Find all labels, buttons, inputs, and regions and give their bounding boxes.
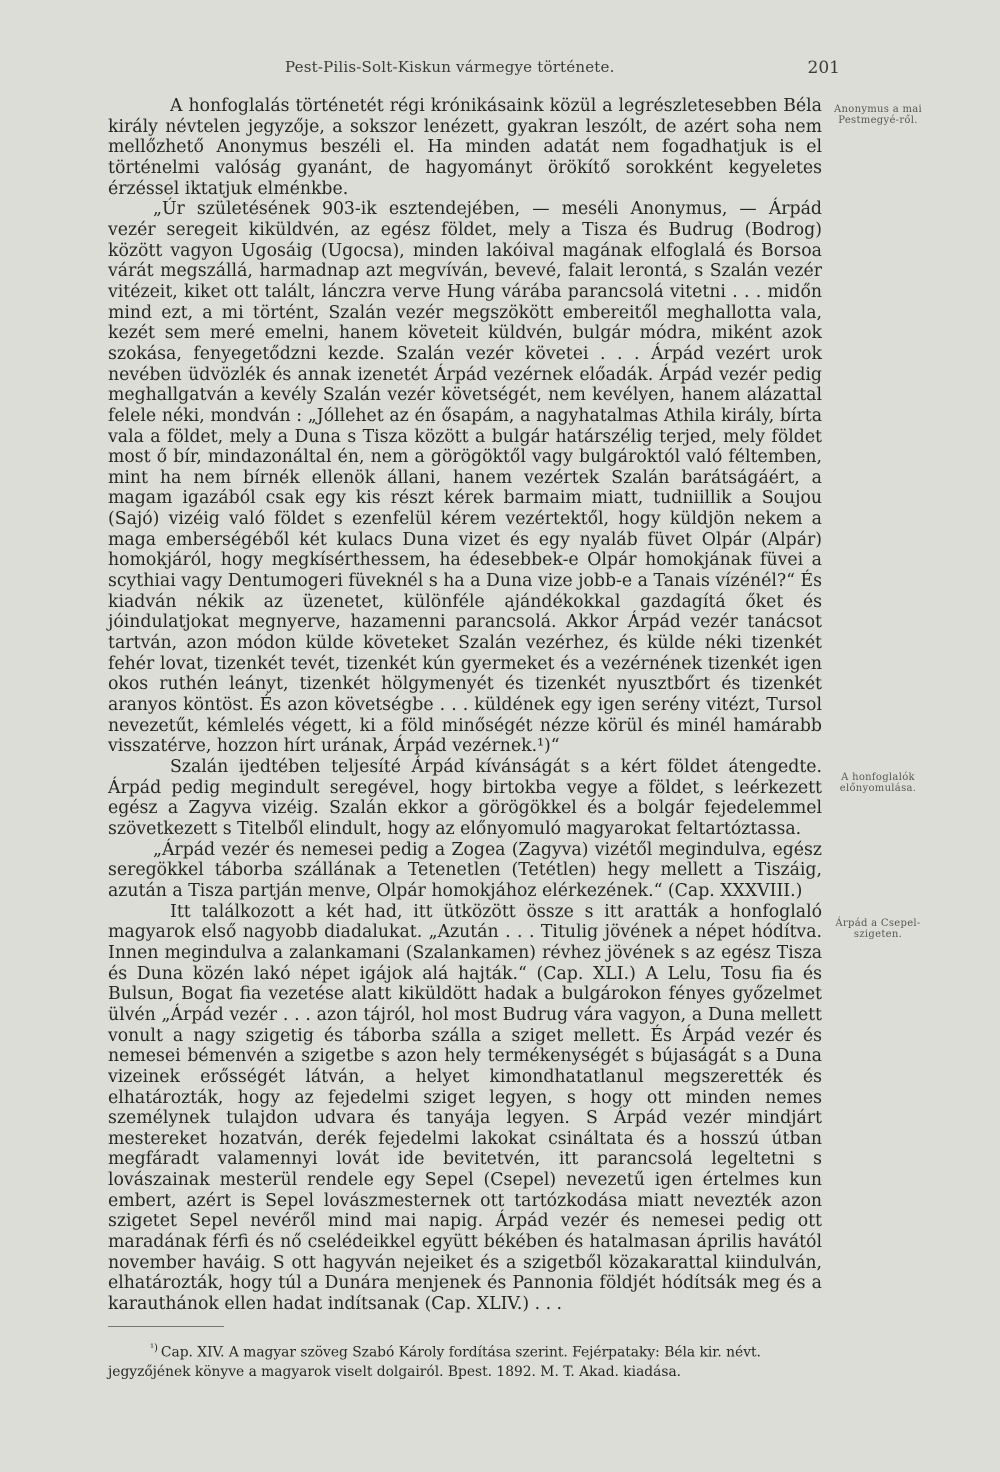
footnote-area: [108, 1326, 822, 1382]
main-text: [108, 96, 822, 1315]
paragraph-battle: Itt találkozott a két had, itt ütközött össze s itt aratták a honfoglaló magyarok első nagyobb diadalukat. „Azután . . . Titulig jövének a népet hódítva. Innen megindulva a zalankamani (Szalankamen) révhez jövének s az egész Tisza és Duna közén lakó népet igájok alá hajták.“ (Cap. XLI.) A Lelu, Tosu fia és Bulsun, Bogat fia vezetése alatt kiküldött hadak a bulgárokon fényes győzelmet ülvén „Árpád vezér . . . azon tájról, hol most Budrug vára vagyon, a Duna mellett vonult a nagy szigetig és táborba szálla a sziget mellett. És Árpád vezér és nemesei bémenvén a szigetbe s azon hely termékenységét s bújaságát s a Duna vizeinek erősségét látván, a helyet kimondhatatlanul megszerették és elhatározták, hogy az fejedelmi sziget legyen, s hogy ott minden nemes személynek tulajdon udvara és tanyája legyen. S Árpád vezér mindjárt mestereket hozatván, derék fejedelmi lakokat csináltata és a hosszú útban megfáradt valamennyi lovát ide bevitetvén, itt parancsolá legeltetni s lovászainak mesterül rendele egy Sepel (Csepel) nevezetű igen értelmes kun embert, azért is Sepel lovászmesternek ott tartózkodása miatt nevezték azon szigetet Sepel nevéről mind mai napig. Árpád vezér és nemesei pedig ott maradának férfi és nő cselédeikkel együtt békében és hatalmasan április havától november haváig. S ott hagyván nejeiket és a szigetből közakarattal kiindulván, elhatározták, hogy túl a Dunára menjenek és Pannonia földjét hódítsák meg és a karauthánok ellen hadat indítsanak (Cap. XLIV.) . . .: [108, 901, 822, 1315]
margin-note-anonymus: Anonymus a mai Pestmegyé-ről.: [834, 104, 922, 126]
page-number: 201: [807, 58, 840, 78]
footnote-divider: [108, 1326, 224, 1327]
footnote-marker: ¹): [150, 1343, 158, 1354]
paragraph-anonymus-quote: „Úr születésének 903-ik esztendejében, — meséli Anonymus, — Árpád vezér seregeit kiküldvén, az egész földet, mely a Tisza és Budrug (Bodrog) között vagyon Ugosáig (Ugocsa), minden lakóival magának elfoglalá és Borsoa várát megszállá, harmadnap azt megvíván, bevevé, falait lerontá, s Szalán vezér vitézeit, kiket ott talált, lánczra verve Hung várába parancsolá vitetni . . . midőn mind ezt, a mi történt, Szalán vezér megszökött embereitől meghallotta vala, kezét sem meré emelni, hanem követeit küldvén, bulgár módra, miként azok szokása, fenyegetődzni kezde. Szalán vezér követei . . . Árpád vezért urok nevében üdvözlék és annak izenetét Árpád vezérnek előadák. Árpád vezér pedig meghallgatván a kevély Szalán vezér követségét, nem kevélyen, hanem alázattal felele néki, mondván : „Jóllehet az én ősapám, a nagyhatalmas Athila király, bírta vala a földet, mely a Duna s Tisza között a bulgár határszélig terjed, mely földet most ő bír, mindazonáltal én, nem a görögöktől vagy bulgároktól való féltemben, mint ha nem bírnék ellenök állani, hanem vezértek Szalán barátságáért, a magam igazából csak egy kis részt kérek barmaim miatt, tudniillik a Soujou (Sajó) vizéig való földet s ezenfelül kérem vezértektől, hogy küldjön nekem a maga emberségéből két kulacs Duna vizet és egy nyaláb füvet Olpár (Alpár) homokjáról, hogy megkísérthessem, ha édesebbek-e Olpár homokjának füvei a scythiai vagy Dentumogeri füveknél s ha a Duna vize jobb-e a Tanais vízénél?“ És kiadván nékik az üzenetet, különféle ajándékokkal gazdagítá őket és jóindulatjokat megnyerve, hazamenni parancsolá. Akkor Árpád vezér tanácsot tartván, azon módon külde követeket Szalán vezérhez, és külde néki tizenkét fehér lovat, tizenkét tevét, tizenkét kún gyermeket és a vezérnének tizenkét igen okos ruthén leányt, tizenkét hölgymenyét és tizenkét nyusztbőrt és tizenkét aranyos köntöst. És azon követségbe . . . küldének egy igen serény vitézt, Tursol nevezetűt, kémlelés végett, ki a föld minőségét nézze körül és minél hamárabb visszatérve, hozzon hírt urának, Árpád vezérnek.¹)“: [108, 199, 822, 757]
footnote-1: [108, 1339, 822, 1382]
paragraph-zagyva-quote: „Árpád vezér és nemesei pedig a Zogea (Zagyva) vizétől megindulva, egész seregökkel táborba szállának a Tetenetlen (Tetétlen) hegy mellett a Tiszáig, azután a Tisza partján menve, Olpár homokjához elérkezének.“ (Cap. XXXVIII.): [108, 839, 822, 901]
margin-note-advance: A honfoglalók előnyomulása.: [839, 772, 917, 794]
paragraph-szalan: Szalán ijedtében teljesíté Árpád kívánságát s a kért földet átengedte. Árpád pedig megindult seregével, hogy birtokba vegye a földet, s leérkezett egész a Zagyva vizéig. Szalán ekkor a görögökkel és a bolgár fejedelemmel szövetkezett s Titelből elindult, hogy az előnyomuló magyarokat feltartóztassa.: [108, 757, 822, 839]
running-title: Pest-Pilis-Solt-Kiskun vármegye története.: [285, 58, 615, 76]
footnote-text: Cap. XIV. A magyar szöveg Szabó Károly fordítása szerint. Fejérpataky: Béla kir. névt. jegyzőjének könyve a magyarok viselt dolgairól. Bpest. 1892. M. T. Akad. kiadása.: [108, 1344, 761, 1380]
margin-note-csepel: Árpád a Csepel-szigeten.: [835, 918, 921, 940]
paragraph-intro: A honfoglalás történetét régi krónikásaink közül a legrészletesebben Béla király névtelen jegyzője, a sokszor lenézett, gyakran leszólt, de azért soha nem mellőzhető Anonymus beszéli el. Ha minden adatát nem fogadhatjuk is el történelmi valóság gyanánt, de hagyományt örökítő sorokként kegyeletes érzéssel iktatjuk elménkbe.: [108, 96, 822, 199]
